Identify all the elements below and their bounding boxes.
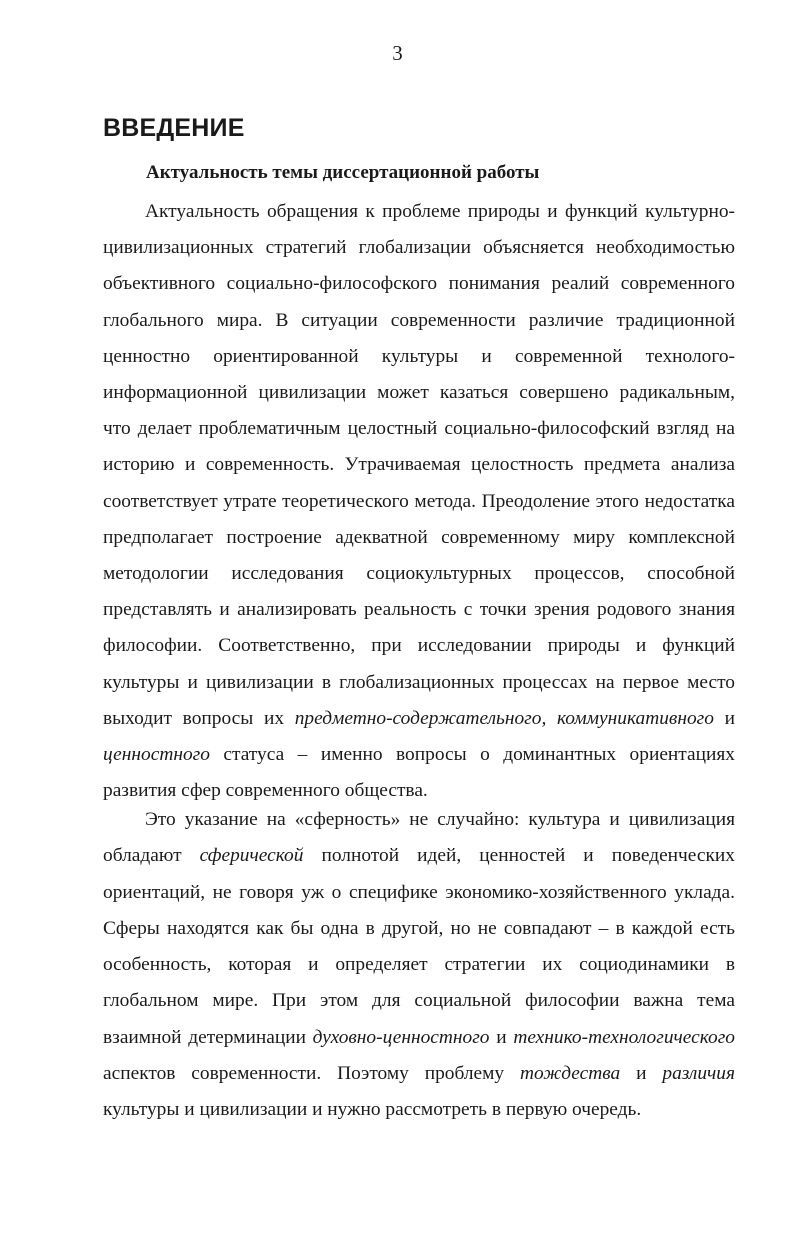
emphasized-text: духовно-ценностного [312,1026,490,1048]
subsection-heading: Актуальность темы диссертационной работы [146,162,540,183]
emphasized-text: предметно-содержательного, коммуникативного [294,707,714,729]
paragraph-text: и [620,1063,663,1085]
emphasized-text: технико-технологического [513,1026,736,1048]
paragraph-text: Актуальность обращения к проблеме природы и функций культурно-цивилизационных стратегий глобализации объясняется необходимостью объективного социально-философского понимания реалий современного глобального мира. В ситуации современности различие традиционной ценностно ориентированной культуры и современной технолого-информационной цивилизации может казаться совершено радикальным, что делает проблематичным целостный социально-философский взгляд на историю и современность. Утрачиваемая целостность предмета анализа соответствует утрате теоретического метода. Преодоление этого недостатка предполагает построение адекватной современному миру комплексной методологии исследования социокультурных процессов, способной представлять и анализировать реальность с точки зрения родового знания философии. Соответственно, при исследовании природы и функций культуры и цивилизации в глобализационных процессах на первое место выходит вопросы их [103,201,735,729]
emphasized-text: различия [662,1063,735,1085]
section-heading: ВВЕДЕНИЕ [103,114,245,142]
emphasized-text: сферической [199,845,304,867]
paragraph-text: полнотой идей, ценностей и поведенческих ориентаций, не говоря уж о специфике экономико-хозяйственного уклада. Сферы находятся как бы одна в другой, но не совпадают – в каждой есть особенность, которая и определяет стратегии их социодинамики в глобальном мире. При этом для социальной философии важна тема взаимной детерминации [103,845,735,1048]
paragraph-text: и [489,1026,514,1048]
paragraph-text: культуры и цивилизации и нужно рассмотреть в первую очередь. [103,1099,642,1121]
paragraph-text: статуса – именно вопросы о доминантных ориентациях развития сфер современного общества. [103,744,735,802]
paragraph-text: Это указание на «сферность» не случайно: культура и цивилизация обладают [103,809,735,867]
emphasized-text: ценностного [103,744,210,766]
emphasized-text: тождества [520,1063,621,1085]
paragraph-text: и [713,707,735,729]
paragraph-spheres [103,802,735,1129]
page-number: 3 [392,41,403,65]
paragraph-relevance [103,194,735,809]
paragraph-text: аспектов современности. Поэтому проблему [103,1063,520,1085]
